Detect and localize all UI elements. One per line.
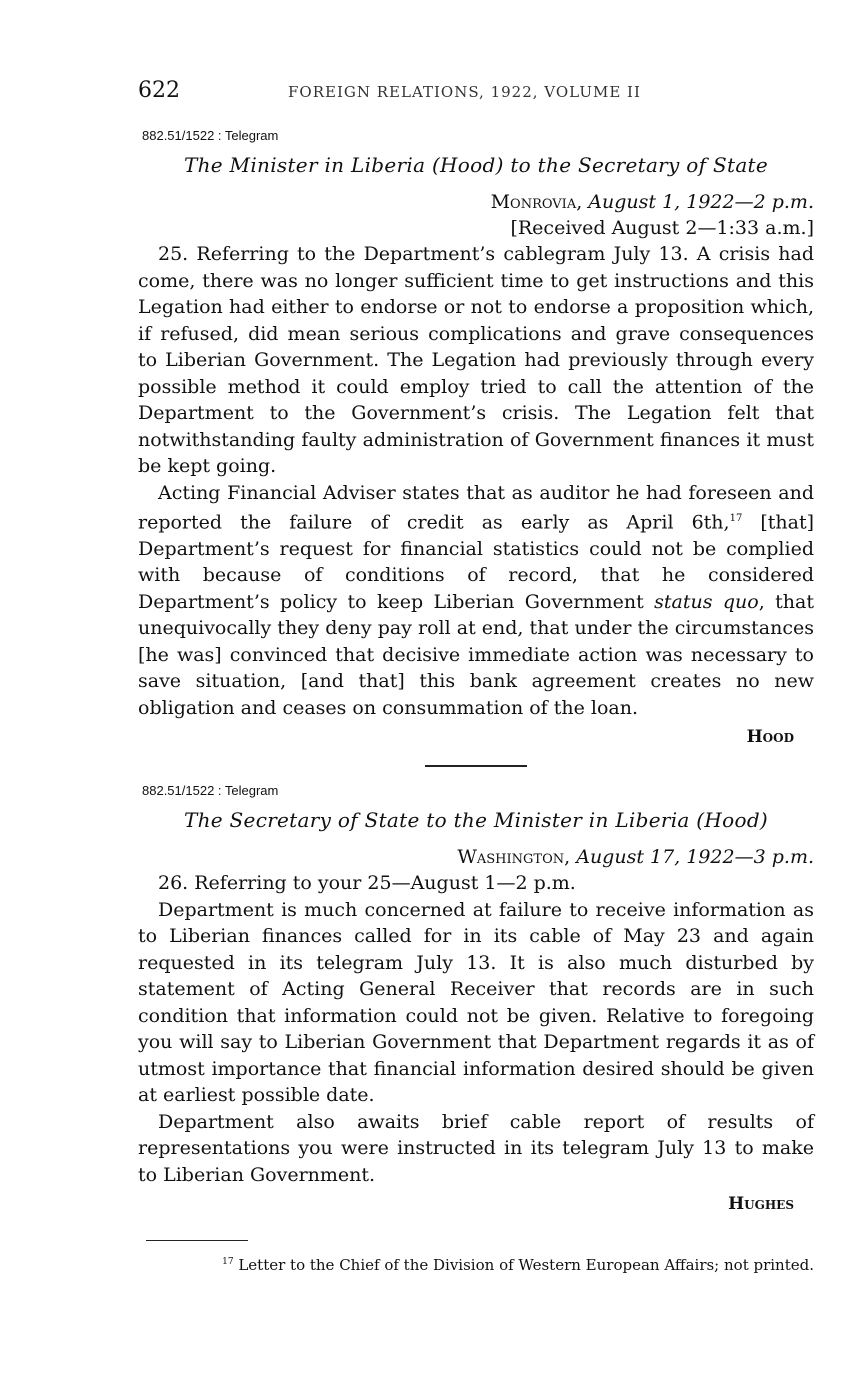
signature: Hughes [728, 1194, 794, 1215]
section-divider [425, 765, 527, 767]
document-page [138, 78, 814, 1276]
running-head [138, 78, 814, 114]
body-paragraph: Department is much concerned at failure to receive information as to Liberian finances called for in its cable of May 23 and again requested in its telegram July 13. It is also much disturbed by statement of Acting General Receiver that records are in such condition that information could not be given. Relative to foregoing you will say to Liberian Government that Department regards it as of utmost importance that financial information desired should be given at earliest possible date. [138, 898, 814, 1107]
dateline-place: Washington, [457, 846, 571, 869]
telegram-1 [138, 128, 814, 747]
dateline [138, 844, 814, 870]
telegram-2 [138, 783, 814, 1214]
italic-phrase: status quo [654, 590, 759, 613]
body-paragraph: Department also awaits brief cable report of results of representations you were instructed in its telegram July 13 to make to Liberian Government. [138, 1110, 814, 1186]
dateline-place: Monrovia, [490, 191, 583, 213]
dateline-date: August 17, 1922—3 p.m. [576, 846, 814, 869]
body-paragraph: 26. Referring to your 25—August 1—2 p.m. [158, 872, 576, 895]
document-heading: The Secretary of State to the Minister in Liberia (Hood) [183, 808, 769, 833]
dateline-date: August 1, 1922—2 p.m. [588, 191, 814, 213]
footnote-number: 17 [222, 1257, 234, 1268]
paragraph-text: Acting Financial Adviser states that as auditor he had foreseen and reported the failure of credit as early as April 6th, [138, 481, 814, 534]
received-line: [Received August 2—1:33 a.m.] [510, 217, 814, 239]
paragraph-text: , that unequivocally they deny pay roll at end, that under the circumstances [he was] convinced that decisive immediate action was necessary to save situation, [and that] this bank agreement creates no new obligation and ceases on consummation of the loan. [138, 590, 814, 719]
document-heading: The Minister in Liberia (Hood) to the Secretary of State [183, 153, 769, 177]
footnote-rule [146, 1240, 248, 1241]
footnote-text: Letter to the Chief of the Division of Western European Affairs; not printed. [238, 1256, 814, 1275]
dateline [138, 189, 814, 215]
running-title: FOREIGN RELATIONS, 1922, VOLUME II [288, 83, 641, 101]
file-reference: 882.51/1522 : Telegram [142, 128, 279, 143]
body-paragraph [138, 480, 814, 722]
footnote-reference: 17 [729, 513, 743, 524]
footnote [138, 1251, 814, 1276]
signature: Hood [746, 727, 794, 748]
paragraph-text: [that] Department’s request for financial statistics could not be complied with because of conditions of record, that he considered Department’s policy to keep Liberian Government [138, 511, 815, 613]
body-paragraph: 25. Referring to the Department’s cablegram July 13. A crisis had come, there was no longer sufficient time to get instructions and this Legation had either to endorse or not to endorse a proposition which, if refused, did mean serious complications and grave consequences to Liberian Government. The Legation had previously through every possible method it could employ tried to call the attention of the Department to the Government’s crisis. The Legation felt that notwithstanding faulty administration of Government finances it must be kept going. [138, 243, 814, 477]
page-number: 622 [138, 78, 180, 103]
file-reference: 882.51/1522 : Telegram [142, 783, 279, 799]
